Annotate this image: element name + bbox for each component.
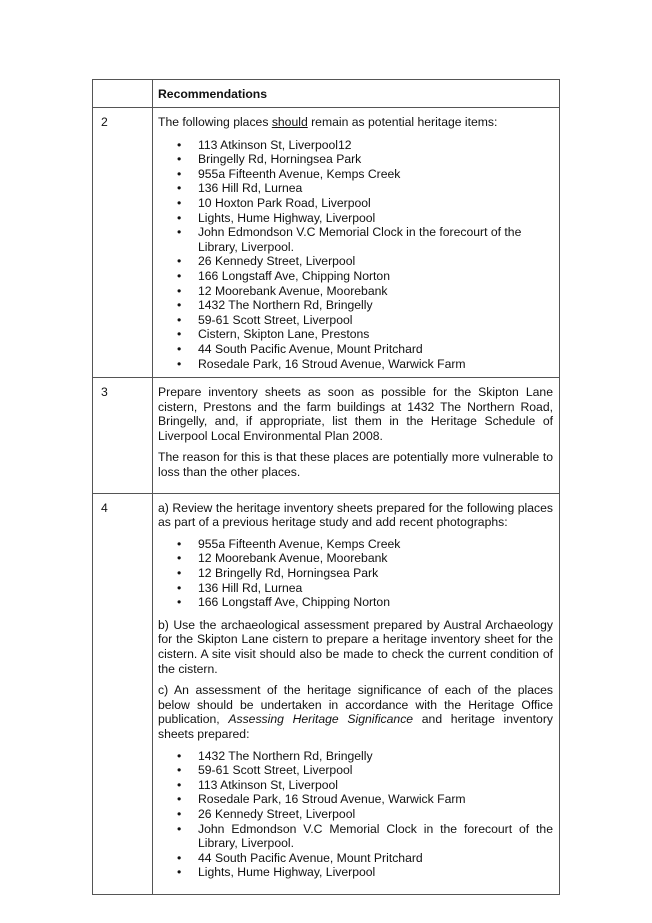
list-item: • 44 South Pacific Avenue, Mount Pritchard [198,851,553,866]
list-item: • 1432 The Northern Rd, Bringelly [198,749,553,764]
row-number: 2 [101,115,108,129]
review-places-list [158,537,553,610]
list-item: • 26 Kennedy Street, Liverpool [198,254,553,269]
row-number-cell [93,493,153,894]
list-item: • 1432 The Northern Rd, Bringelly [198,298,553,313]
row-number-cell [93,108,153,378]
row-content-cell [153,378,560,494]
recommendations-table [92,79,560,895]
potential-heritage-list [158,138,553,372]
list-item: • John Edmondson V.C Memorial Clock in the forecourt of the Library, Liverpool. [198,822,553,851]
table-row [93,493,560,894]
row-number-cell [93,378,153,494]
row-content-cell [153,108,560,378]
row-number: 4 [101,500,108,515]
list-item: • Lights, Hume Highway, Liverpool [198,865,553,880]
list-item: • 136 Hill Rd, Lurnea [198,581,553,596]
row-intro: The following places should remain as potential heritage items: [158,115,498,129]
part-c-text: c) An assessment of the heritage significance of each of the places below should be undertaken in accordance with the Heritage Office publication, Assessing Heritage Significance and heritage inventory sheets prepared: [158,683,553,741]
table-row [93,378,560,494]
list-item: • 12 Moorebank Avenue, Moorebank [198,284,553,299]
paragraph: Prepare inventory sheets as soon as possible for the Skipton Lane cistern, Prestons and the farm buildings at 1432 The Northern Road, Bringelly, and, if appropriate, list them in the Heritage Schedule of Liverpool Local Environmental Plan 2008. [158,385,553,443]
list-item: • 10 Hoxton Park Road, Liverpool [198,196,553,211]
header-title-cell [153,80,560,108]
list-item: • 59-61 Scott Street, Liverpool [198,763,553,778]
table-row [93,108,560,378]
list-item: • 955a Fifteenth Avenue, Kemps Creek [198,537,553,552]
list-item: • 44 South Pacific Avenue, Mount Pritchard [198,342,553,357]
assessment-places-list [158,749,553,880]
table-header-row [93,80,560,108]
list-item: • 955a Fifteenth Avenue, Kemps Creek [198,167,553,182]
list-item: • 59-61 Scott Street, Liverpool [198,313,553,328]
list-item: • 12 Bringelly Rd, Horningsea Park [198,566,553,581]
list-item: • 113 Atkinson St, Liverpool12 [198,138,553,153]
list-item: • 136 Hill Rd, Lurnea [198,181,553,196]
list-item: • 26 Kennedy Street, Liverpool [198,807,553,822]
list-item: • Rosedale Park, 16 Stroud Avenue, Warwick Farm [198,357,553,372]
part-a-text: a) Review the heritage inventory sheets prepared for the following places as part of a previous heritage study and add recent photographs: [158,500,553,530]
row-content-cell [153,493,560,894]
list-item: • John Edmondson V.C Memorial Clock in the forecourt of the Library, Liverpool. [198,225,553,254]
list-item: • 12 Moorebank Avenue, Moorebank [198,551,553,566]
paragraph: The reason for this is that these places are potentially more vulnerable to loss than the other places. [158,450,553,480]
list-item: • 113 Atkinson St, Liverpool [198,778,553,793]
list-item: • Lights, Hume Highway, Liverpool [198,211,553,226]
column-heading: Recommendations [158,87,268,101]
part-b-text: b) Use the archaeological assessment prepared by Austral Archaeology for the Skipton Lane cistern to prepare a heritage inventory sheet for the cistern. A site visit should also be made to check the current condition of the cistern. [158,617,553,676]
list-item: • 166 Longstaff Ave, Chipping Norton [198,269,553,284]
row-number: 3 [101,385,108,400]
list-item: • Rosedale Park, 16 Stroud Avenue, Warwick Farm [198,792,553,807]
list-item: • Cistern, Skipton Lane, Prestons [198,327,553,342]
list-item: • 166 Longstaff Ave, Chipping Norton [198,595,553,610]
list-item: • Bringelly Rd, Horningsea Park [198,152,553,167]
header-number-cell [93,80,153,108]
